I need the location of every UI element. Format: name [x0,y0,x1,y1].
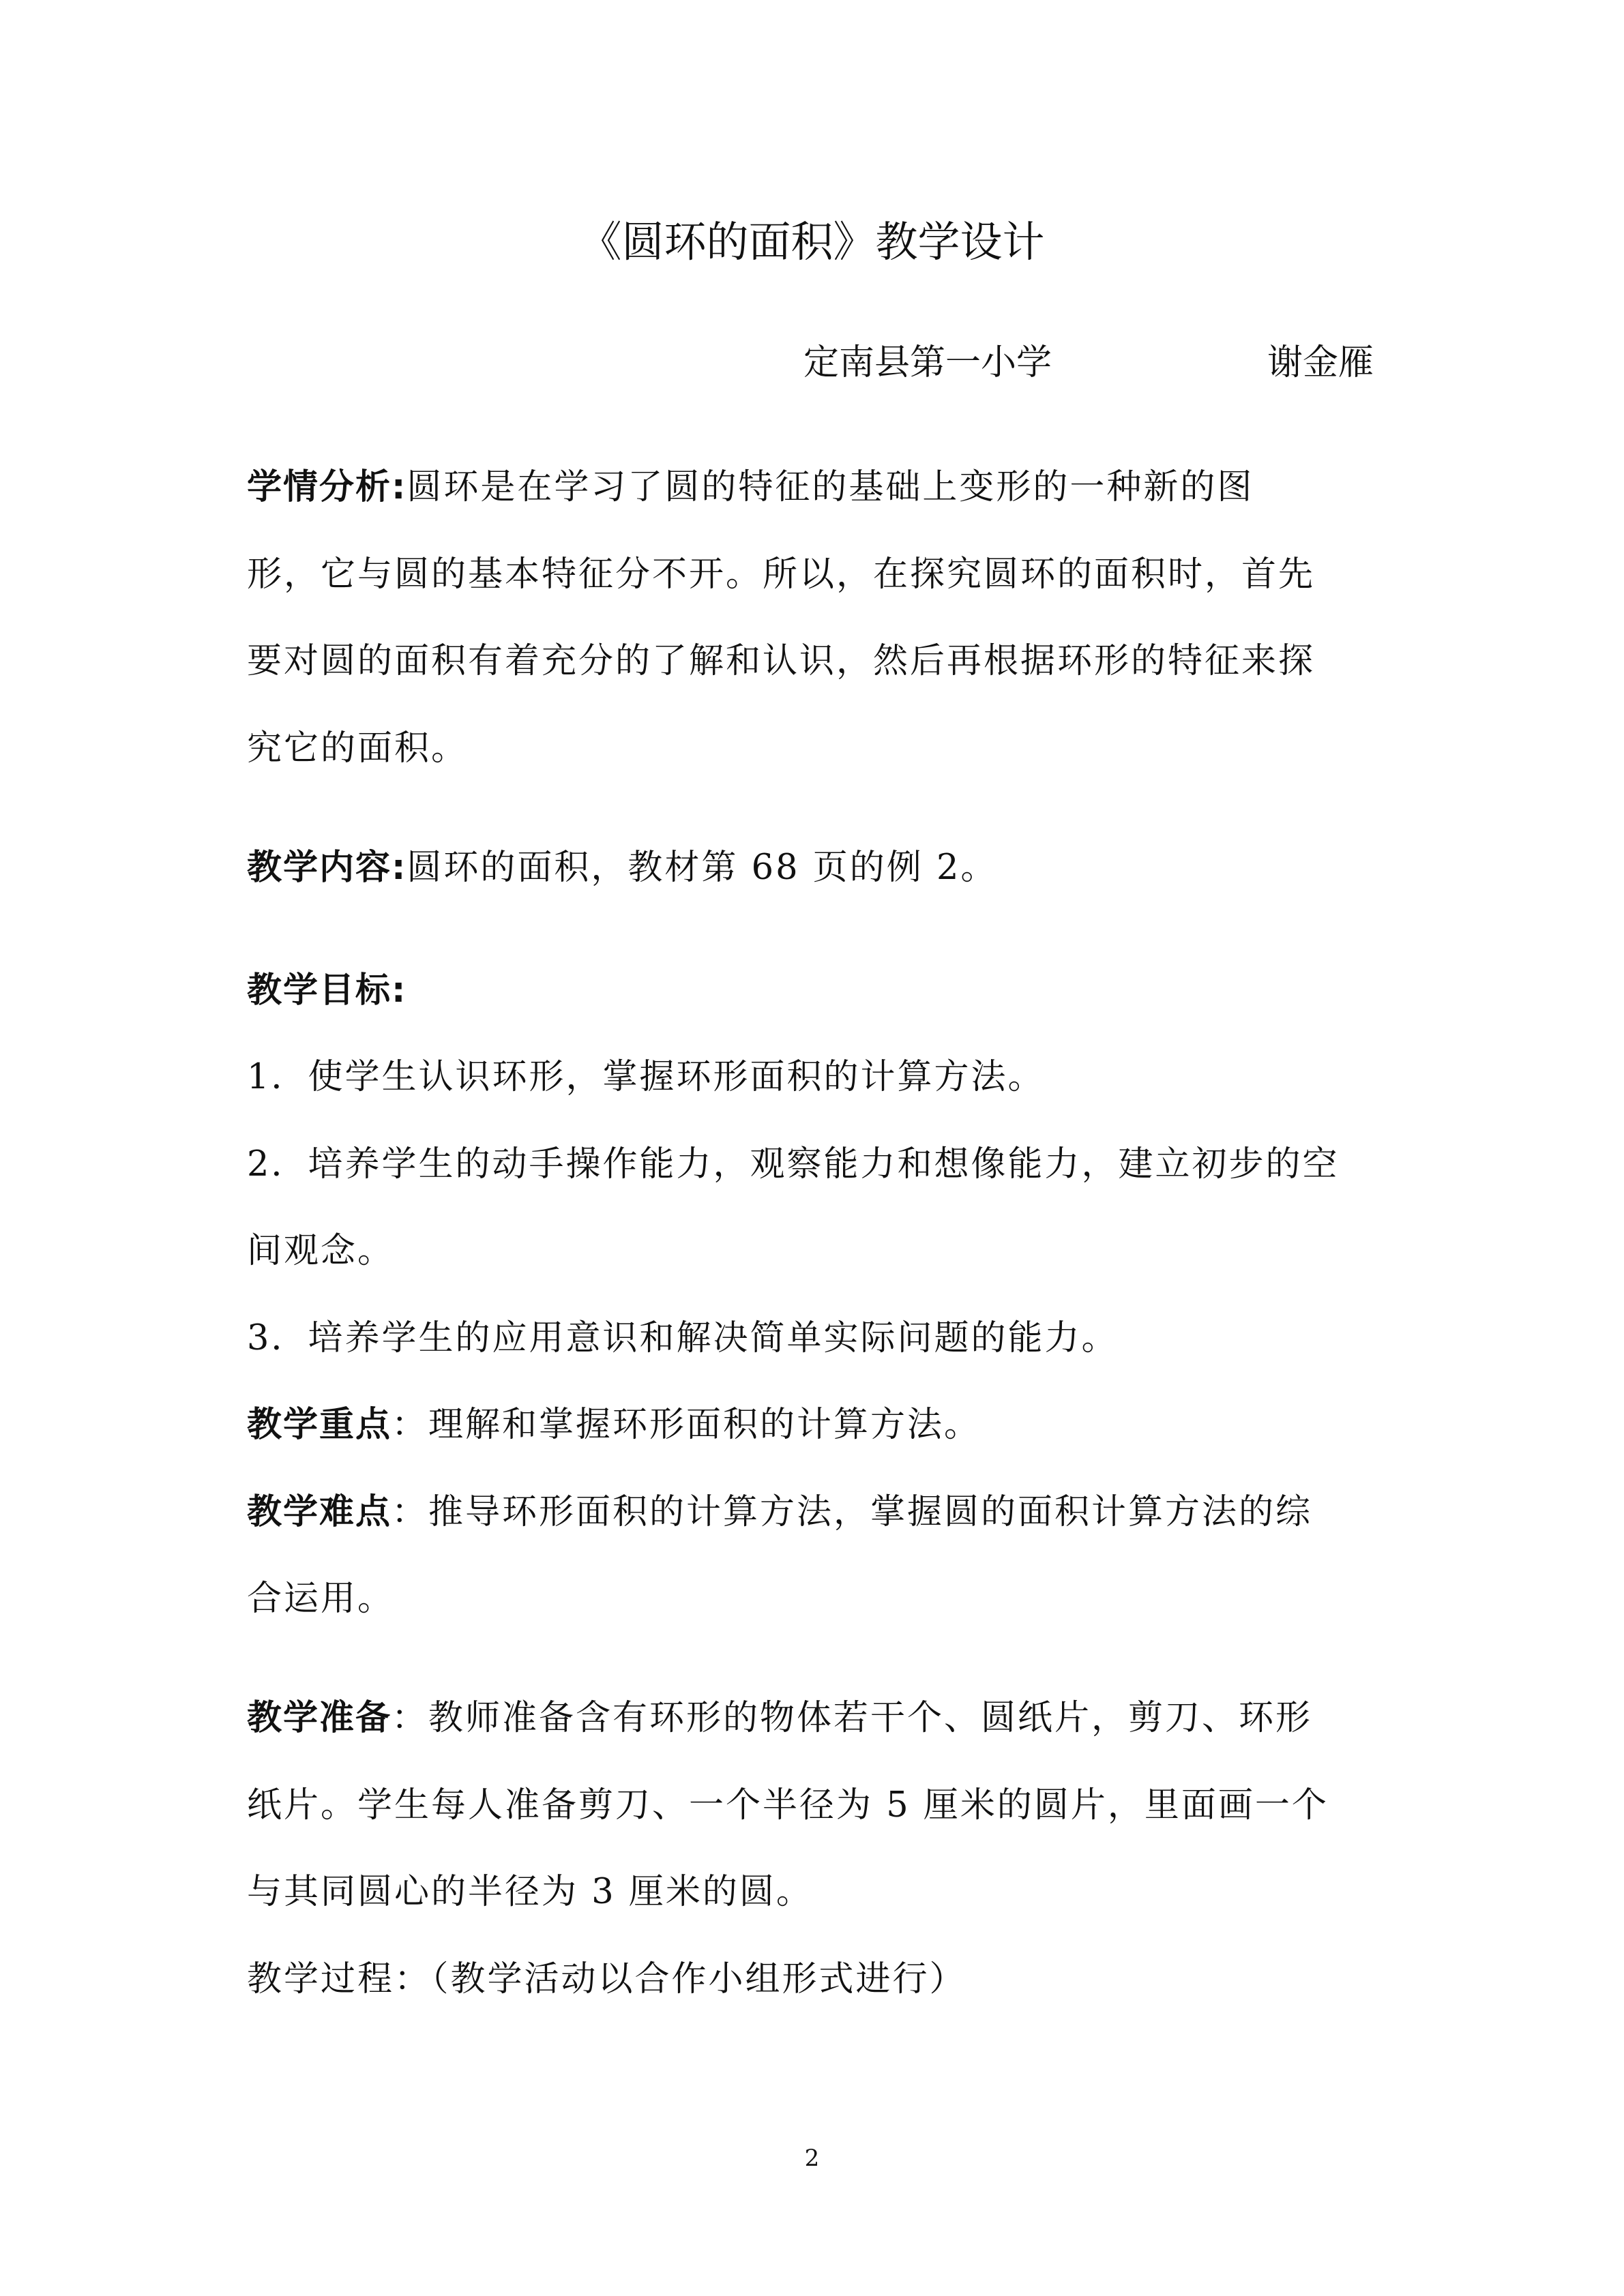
goals-item-1: 1．使学生认识环形，掌握环形面积的计算方法。 [247,1057,1045,1097]
goals-heading [247,967,407,1015]
school-name: 定南县第一小学 [803,342,1052,383]
content-line [247,844,997,892]
content-text: 圆环的面积，教材第 68 页的例 2。 [407,848,998,888]
key-point-line [247,1401,981,1449]
key-point-label: 教学重点 [247,1405,392,1445]
page-number: 2 [804,2145,820,2172]
process-label: 教学过程： [247,1959,432,1999]
process-line [247,1956,966,2003]
goals-item-2: 2．培养学生的动手操作能力，观察能力和想像能力，建立初步的空 [247,1144,1340,1184]
preparation-line-2: 纸片。学生每人准备剪刀、一个半径为 5 厘米的圆片，里面画一个 [247,1785,1329,1825]
goals-item-3: 3．培养学生的应用意识和解决简单实际问题的能力。 [247,1318,1119,1358]
preparation-line-1 [247,1695,1312,1742]
goals-label: 教学目标: [247,970,407,1011]
goals-item-2-cont: 间观念。 [247,1231,395,1271]
difficulty-line-2: 合运用。 [247,1579,395,1619]
preparation-label: 教学准备 [247,1698,392,1738]
difficulty-label: 教学难点 [247,1492,392,1532]
analysis-line-1 [247,464,1254,511]
analysis-line-3: 要对圆的面积有着充分的了解和认识，然后再根据环形的特征来探 [247,641,1316,681]
process-text: （教学活动以合作小组形式进行） [431,1959,966,1999]
analysis-line-2: 形，它与圆的基本特征分不开。所以，在探究圆环的面积时，首先 [247,554,1316,595]
document-title: 《圆环的面积》教学设计 [579,217,1045,267]
analysis-label: 学情分析: [247,467,407,507]
content-label: 教学内容: [247,848,407,888]
key-point-text: ：理解和掌握环形面积的计算方法。 [392,1405,981,1445]
analysis-line-4: 究它的面积。 [247,728,469,769]
preparation-line-3: 与其同圆心的半径为 3 厘米的圆。 [247,1872,813,1912]
difficulty-text-1: ：推导环形面积的计算方法，掌握圆的面积计算方法的综 [392,1492,1313,1532]
author-name: 谢金雁 [1267,342,1374,383]
difficulty-line-1 [247,1489,1312,1536]
analysis-text-1: 圆环是在学习了圆的特征的基础上变形的一种新的图 [407,467,1254,507]
preparation-text-1: ：教师准备含有环形的物体若干个、圆纸片，剪刀、环形 [392,1698,1313,1738]
